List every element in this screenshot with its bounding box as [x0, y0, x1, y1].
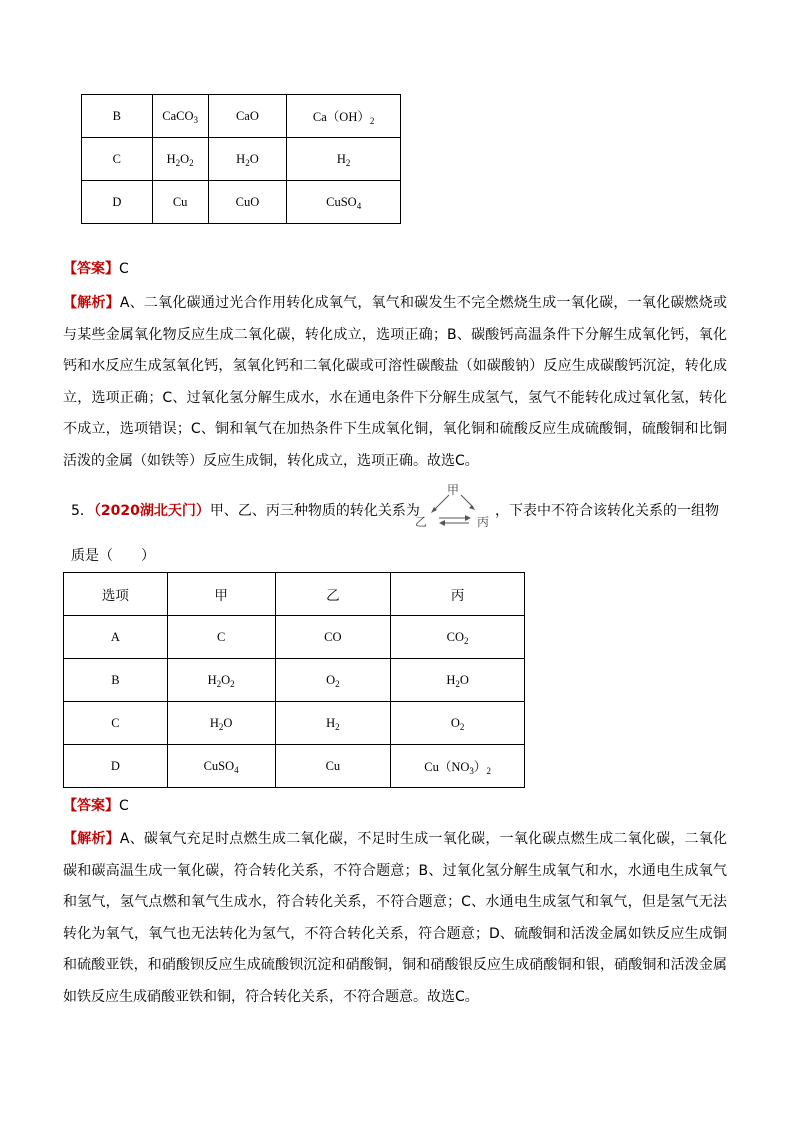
- analysis-paragraph: [63, 288, 727, 477]
- diagram-label-bing: 丙: [477, 515, 490, 529]
- header-cell: 乙: [275, 573, 391, 616]
- substance-cell: $CO_2$: [391, 616, 525, 659]
- substance-cell: $H_2O$: [391, 659, 525, 702]
- option-cell: A: [64, 616, 168, 659]
- continued-options-table: [81, 94, 401, 224]
- answer-line: [63, 258, 129, 280]
- table-row: [64, 702, 525, 745]
- answer-value: C: [119, 798, 129, 814]
- question-stem-b: ，下表中不符合该转化关系的一组物: [495, 503, 719, 519]
- substance-cell: CaO: [208, 95, 287, 138]
- table-row: [64, 616, 525, 659]
- analysis-text: A、碳氧气充足时点燃生成二氧化碳，不足时生成一氧化碳，一氧化碳点燃生成二氧化碳，二氧化碳和碳高温生成一氧化碳，符合转化关系，不符合题意；B、过氧化氢分解生成氧气和水，水通电生成氧气和氢气，氢气点燃和氧气生成水，符合转化关系，不符合题意；C、水通电生成氢气和氧气，但是氢气无法转化为氧气，氧气也无法转化为氢气，不符合转化关系，符合题意；D、硫酸铜和活泼金属如铁反应生成铜和硫酸亚铁，和硝酸钡反应生成硫酸钡沉淀和硝酸铜，铜和硝酸银反应生成硝酸铜和银，硝酸铜和活泼金属如铁反应生成硝酸亚铁和铜，符合转化关系，不符合题意。故选C。: [63, 831, 727, 1005]
- option-cell: D: [82, 181, 153, 224]
- question-text-start: [71, 500, 420, 520]
- question-stem-c: 质是（ ）: [71, 548, 155, 564]
- table-row: [64, 659, 525, 702]
- substance-cell: $H_2O$: [208, 138, 287, 181]
- substance-cell: CaCO$_3$: [152, 95, 208, 138]
- table-row: [82, 138, 401, 181]
- substance-cell: $H_2O$: [167, 702, 275, 745]
- header-cell: 甲: [167, 573, 275, 616]
- substance-cell: $H_2$: [287, 138, 401, 181]
- analysis-paragraph: [63, 824, 727, 1013]
- substance-cell: Cu: [275, 745, 391, 788]
- substance-cell: $O_2$: [275, 659, 391, 702]
- table-header-row: [64, 573, 525, 616]
- question-stem-a: 甲、乙、丙三种物质的转化关系为: [209, 503, 420, 519]
- question-number: 5．: [71, 503, 94, 519]
- substance-cell: Cu: [152, 181, 208, 224]
- option-cell: B: [82, 95, 153, 138]
- table-row: [82, 181, 401, 224]
- substance-cell: $Ca(OH)_2$: [287, 95, 401, 138]
- substance-cell: CuSO$_4$: [287, 181, 401, 224]
- table-row: [64, 745, 525, 788]
- analysis-label: 【解析】: [63, 295, 120, 311]
- substance-cell: CO: [275, 616, 391, 659]
- option-cell: D: [64, 745, 168, 788]
- conversion-diagram: [415, 483, 495, 531]
- analysis-text: A、二氧化碳通过光合作用转化成氧气，氧气和碳发生不完全燃烧生成一氧化碳，一氧化碳燃烧或与某些金属氧化物反应生成二氧化碳，转化成立，选项正确；B、碳酸钙高温条件下分解生成氧化钙，氧化钙和水反应生成氢氧化钙，氢氧化钙和二氧化碳或可溶性碳酸盐（如碳酸钠）反应生成碳酸钙沉淀，转化成立，选项正确；C、过氧化氢分解生成水，水在通电条件下分解生成氢气，氢气不能转化成过氧化氢，转化不成立，选项错误；C、铜和氧气在加热条件下生成氧化铜，氧化铜和硫酸反应生成硫酸铜，硫酸铜和比铜活泼的金属（如铁等）反应生成铜，转化成立，选项正确。故选C。: [63, 295, 727, 469]
- substance-cell: $Cu(NO_3)_2$: [391, 745, 525, 788]
- question-source: （2020湖北天门）: [93, 503, 210, 519]
- analysis-label: 【解析】: [63, 831, 120, 847]
- options-table: [63, 572, 525, 788]
- substance-cell: $O_2$: [391, 702, 525, 745]
- diagram-label-jia: 甲: [447, 483, 460, 497]
- substance-cell: $H_2O_2$: [152, 138, 208, 181]
- answer-label: 【答案】: [63, 798, 119, 814]
- diagram-label-yi: 乙: [415, 515, 428, 529]
- answer-value: C: [119, 261, 129, 277]
- option-cell: B: [64, 659, 168, 702]
- question-stem: [71, 492, 731, 532]
- substance-cell: CuO: [208, 181, 287, 224]
- header-cell: 选项: [64, 573, 168, 616]
- option-cell: C: [64, 702, 168, 745]
- substance-cell: C: [167, 616, 275, 659]
- substance-cell: $H_2$: [275, 702, 391, 745]
- answer-line: [63, 795, 129, 817]
- substance-cell: CuSO$_4$: [167, 745, 275, 788]
- option-cell: C: [82, 138, 153, 181]
- substance-cell: $H_2O_2$: [167, 659, 275, 702]
- table-row: [82, 95, 401, 138]
- answer-label: 【答案】: [63, 261, 119, 277]
- header-cell: 丙: [391, 573, 525, 616]
